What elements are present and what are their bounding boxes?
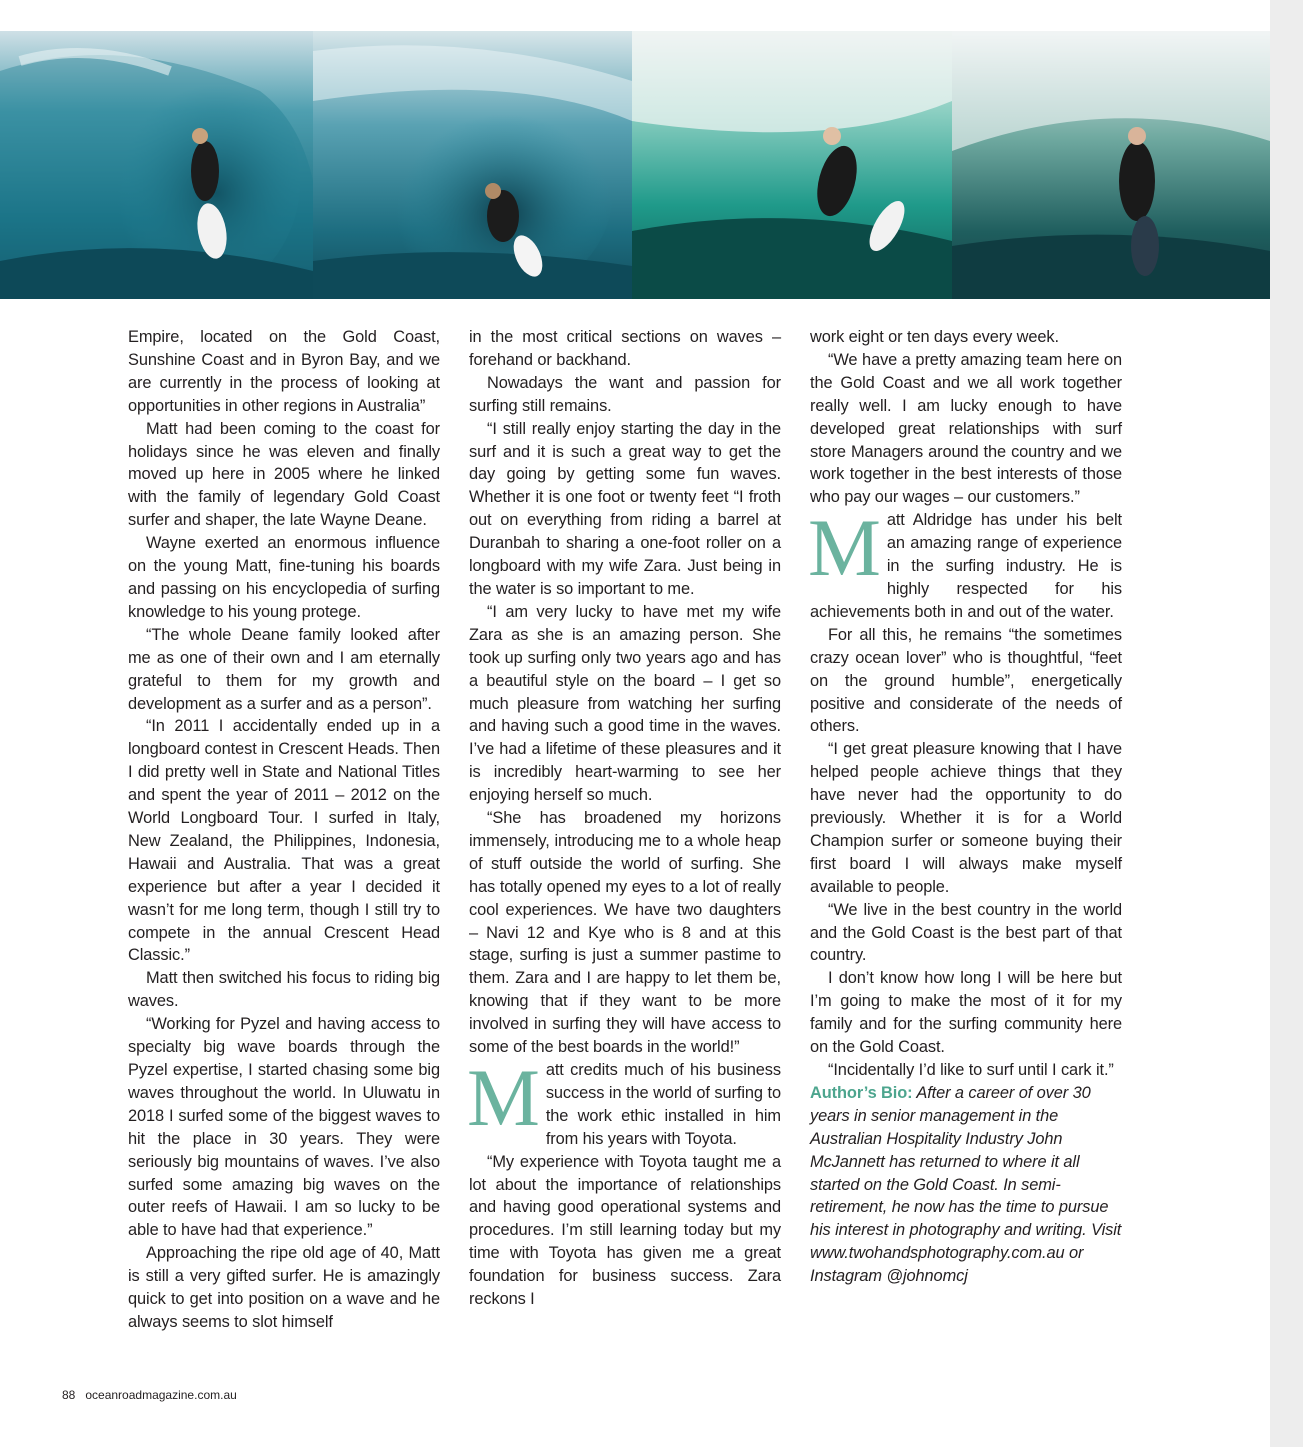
drop-cap: M [808, 502, 881, 594]
paragraph: Approaching the ripe old age of 40, Matt is still a very gifted surfer. He is amazingly quick to get into position on a wave and he always seems to slot himself [128, 1244, 440, 1331]
paragraph: “Incidentally I’d like to surf until I cark it.” [828, 1061, 1114, 1079]
surf-photo-2 [313, 31, 632, 299]
paragraph: Wayne exerted an enormous influence on the young Matt, fine-tuning his boards and passing on his encyclopedia of surfing knowledge to his young protege. [128, 534, 440, 621]
paragraph: I don’t know how long I will be here but I’m going to make the most of it for my family and for the surfing community here on the Gold Coast. [810, 969, 1122, 1057]
text-column-1 [128, 326, 440, 1334]
dropcap-paragraph [467, 1052, 781, 1151]
page-edge-strip [1270, 0, 1303, 1447]
paragraph: “We live in the best country in the world and the Gold Coast is the best part of that country. [810, 900, 1122, 965]
paragraph-text: att credits much of his business success in the world of surfing to the work ethic installed in him from his years with Toyota. [545, 1061, 781, 1148]
page-footer [62, 1388, 237, 1402]
surf-photo-3 [632, 31, 952, 299]
drop-cap: M [467, 1052, 540, 1143]
author-bio-label: Author’s Bio: [810, 1083, 913, 1102]
author-bio-text: After a career of over 30 years in senior management in the Australian Hospitality Industry John McJannett has returned to where it all started on the Gold Coast. In semi-retirement, he now has the time to pursue his interest in photography and writing. Visit www.twohandsphotography.com.au or Instagram @johnomcj [810, 1083, 1122, 1286]
photo-strip [0, 31, 1270, 299]
paragraph: “In 2011 I accidentally ended up in a longboard contest in Crescent Heads. Then I did pretty well in State and National Titles and spent the year of 2011 – 2012 on the World Longboard Tour. I surfed in Italy, New Zealand, the Philippines, Indonesia, Hawaii and Australia. That was a great experience but after a year I decided it wasn’t for me long term, though I still try to compete in the annual Crescent Head Classic.” [128, 717, 440, 965]
paragraph: in the most critical sections on waves – forehand or backhand. [469, 328, 781, 369]
dropcap-paragraph [808, 502, 1122, 624]
paragraph: “I still really enjoy starting the day in the surf and it is such a great way to get the day going by getting some fun waves. Whether it is one foot or twenty feet “I froth out on everything from riding a barrel at Duranbah to sharing a one-foot roller on a longboard with my wife Zara. Just being in the water is so important to me. [469, 419, 781, 598]
paragraph-text: att Aldridge has under his belt an amazing range of experience in the surfing industry. He is highly respected for his achievements both in and out of the water. [810, 511, 1122, 621]
paragraph: “She has broadened my horizons immensely, introducing me to a whole heap of stuff outside the world of surfing. She has totally opened my eyes to a lot of really cool experiences. We have two daughters – Navi 12 and Kye who is 8 and at this stage, surfing is just a summer pastime to them. Zara and I are happy to let them be, knowing that if they want to be more involved in surfing they will have access to some of the best boards in the world!” [469, 809, 781, 1057]
paragraph: “We have a pretty amazing team here on the Gold Coast and we all work together really well. I am lucky enough to have developed great relationships with surf store Managers around the country and we work together in the best interests of those who pay our wages – our customers.” [810, 350, 1122, 507]
paragraph: Matt then switched his focus to riding big waves. [128, 969, 440, 1011]
paragraph: work eight or ten days every week. [810, 328, 1059, 346]
paragraph: “I get great pleasure knowing that I have helped people achieve things that they have never had the opportunity to do previously. Whether it is for a World Champion surfer or someone buying their first board I will always make myself available to people. [810, 740, 1122, 896]
author-bio [810, 1082, 1122, 1288]
surf-photo-4 [952, 31, 1270, 299]
paragraph: Matt had been coming to the coast for holidays since he was eleven and finally moved up here in 2005 where he linked with the family of legendary Gold Coast surfer and shaper, the late Wayne Deane. [128, 419, 440, 530]
paragraph: Empire, located on the Gold Coast, Sunshine Coast and in Byron Bay, and we are currently in the process of looking at opportunities in other regions in Australia” [128, 328, 440, 415]
paragraph: “The whole Deane family looked after me as one of their own and I am eternally grateful to them for my growth and development as a surfer and as a person”. [128, 625, 440, 713]
paragraph: Nowadays the want and passion for surfing still remains. [469, 373, 781, 415]
text-column-3 [810, 326, 1122, 1288]
paragraph: “My experience with Toyota taught me a lot about the importance of relationships and having good operational systems and procedures. I’m still learning today but my time with Toyota has given me a great foundation for business success. Zara reckons I [469, 1152, 781, 1309]
paragraph: For all this, he remains “the sometimes crazy ocean lover” who is thoughtful, “feet on the ground humble”, energetically positive and considerate of the needs of others. [810, 625, 1122, 736]
surf-photo-1 [0, 31, 313, 299]
paragraph: “Working for Pyzel and having access to specialty big wave boards through the Pyzel expertise, I started chasing some big waves throughout the world. In Uluwatu in 2018 I surfed some of the biggest waves to hit the place in 30 years. They were seriously big mountains of waves. I’ve also surfed some amazing big waves on the outer reefs of Hawaii. I am so lucky to be able to have had that experience.” [128, 1015, 440, 1240]
text-column-2 [469, 326, 781, 1311]
paragraph: “I am very lucky to have met my wife Zara as she is an amazing person. She took up surfing only two years ago and has a beautiful style on the board – I get so much pleasure from watching her surfing and having such a good time in the waves. I’ve had a lifetime of these pleasures and it is incredibly heart-warming to see her enjoying herself so much. [469, 602, 781, 805]
footer-site: oceanroadmagazine.com.au [85, 1388, 237, 1402]
page-number: 88 [62, 1388, 76, 1402]
